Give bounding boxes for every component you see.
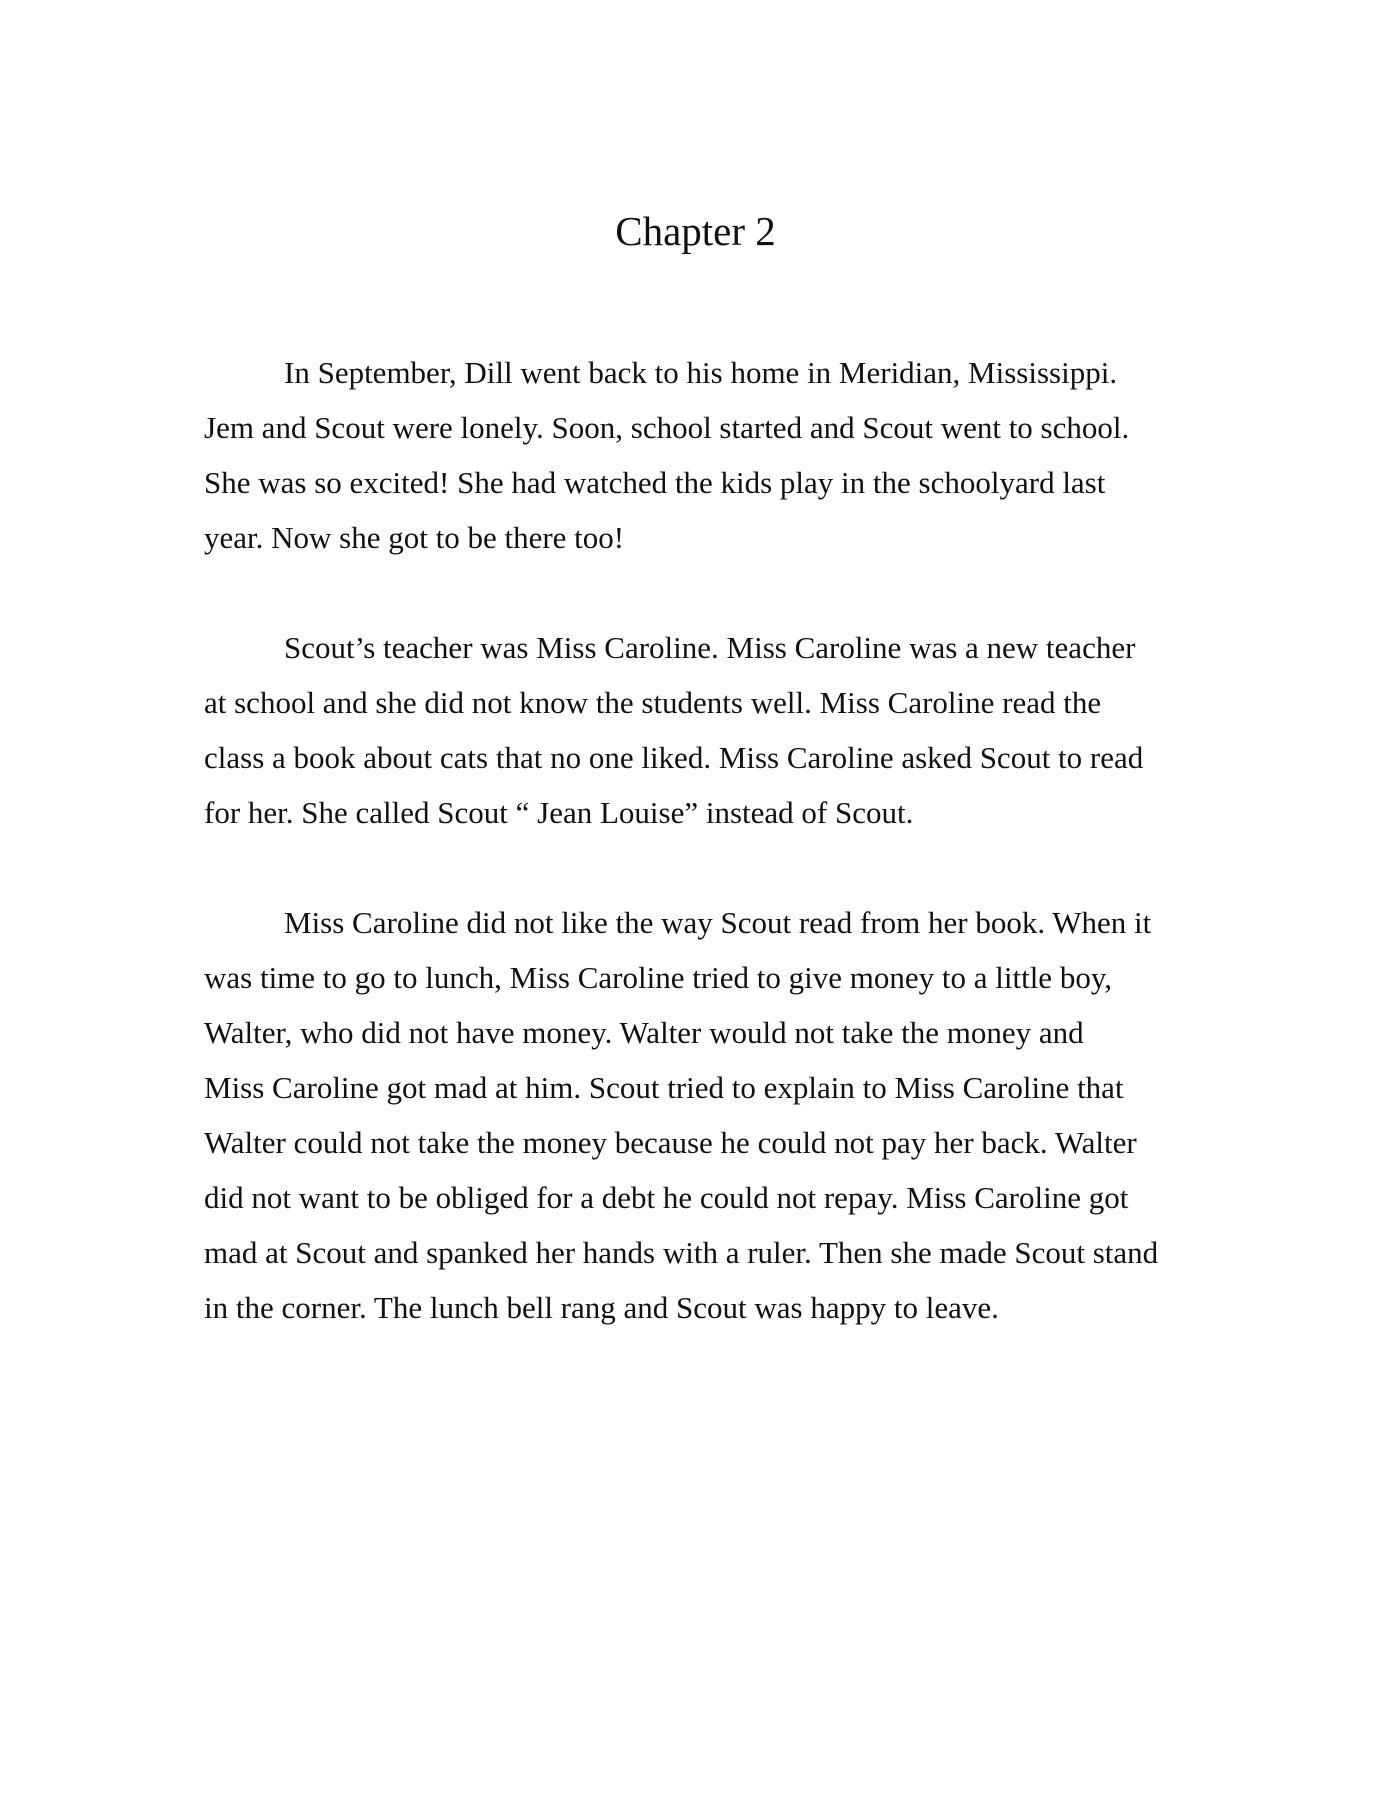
text-line: at school and she did not know the students well. Miss Caroline read the xyxy=(204,685,1102,720)
paragraph-2 xyxy=(204,620,1194,840)
text-line: year. Now she got to be there too! xyxy=(204,520,625,555)
text-line: in the corner. The lunch bell rang and Scout was happy to leave. xyxy=(204,1290,999,1325)
text-line: mad at Scout and spanked her hands with a ruler. Then she made Scout stand xyxy=(204,1235,1159,1270)
text-line: Miss Caroline did not like the way Scout read from her book. When it xyxy=(284,905,1152,940)
text-line: class a book about cats that no one liked. Miss Caroline asked Scout to read xyxy=(204,740,1144,775)
chapter-title: Chapter 2 xyxy=(615,208,776,254)
text-line: Miss Caroline got mad at him. Scout tried to explain to Miss Caroline that xyxy=(204,1070,1124,1105)
chapter-body xyxy=(204,345,1194,1390)
text-line: Walter, who did not have money. Walter would not take the money and xyxy=(204,1015,1084,1050)
text-line: She was so excited! She had watched the kids play in the schoolyard last xyxy=(204,465,1106,500)
text-line: did not want to be obliged for a debt he could not repay. Miss Caroline got xyxy=(204,1180,1129,1215)
paragraph-3 xyxy=(204,895,1194,1335)
text-line: was time to go to lunch, Miss Caroline tried to give money to a little boy, xyxy=(204,960,1113,995)
text-line: Scout’s teacher was Miss Caroline. Miss Caroline was a new teacher xyxy=(284,630,1136,665)
text-line: for her. She called Scout “ Jean Louise” instead of Scout. xyxy=(204,795,914,830)
text-line: Walter could not take the money because he could not pay her back. Walter xyxy=(204,1125,1137,1160)
paragraph-1 xyxy=(204,345,1194,565)
text-line: In September, Dill went back to his home in Meridian, Mississippi. xyxy=(284,355,1118,390)
text-line: Jem and Scout were lonely. Soon, school started and Scout went to school. xyxy=(204,410,1130,445)
